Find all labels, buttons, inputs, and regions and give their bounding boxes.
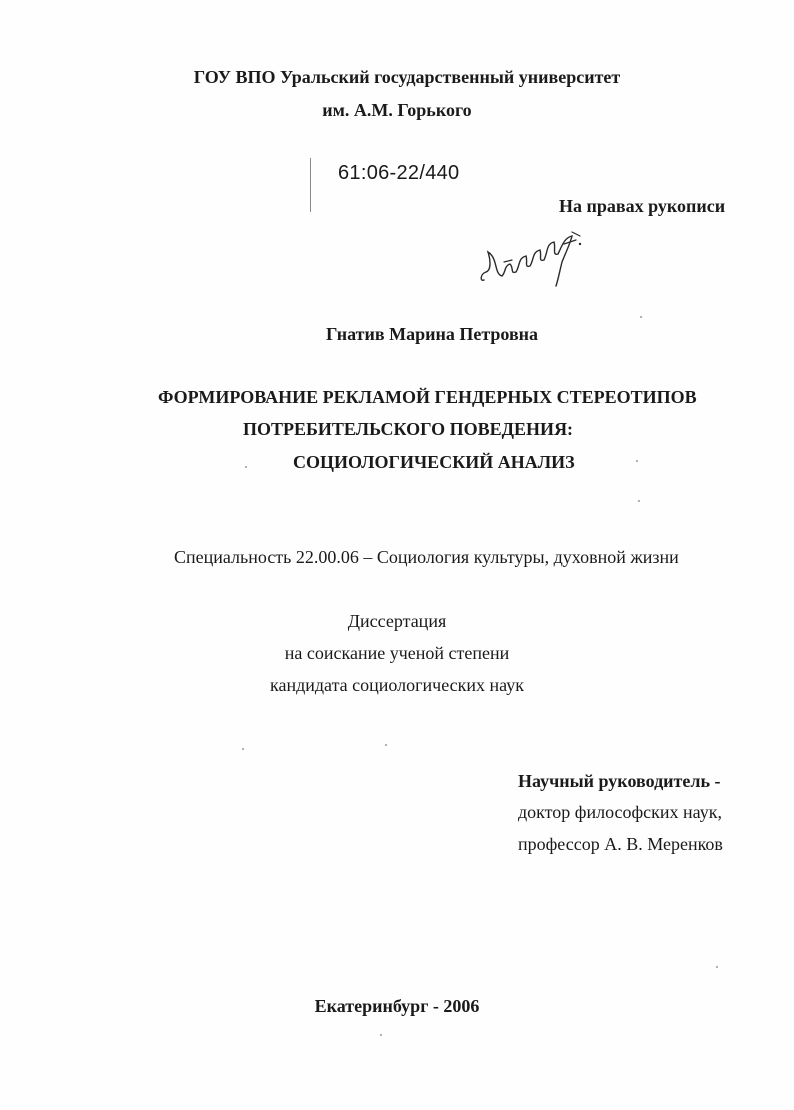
scan-speck: [638, 500, 640, 502]
supervisor-name: профессор А. В. Меренков: [518, 834, 723, 854]
scan-speck: [716, 966, 718, 968]
manuscript-rights-label: На правах рукописи: [559, 196, 726, 216]
scan-speck: [636, 460, 638, 462]
scan-speck: [242, 748, 244, 750]
thesis-type-line: на соискание ученой степени: [284, 643, 510, 663]
thesis-title-line: СОЦИОЛОГИЧЕСКИЙ АНАЛИЗ: [293, 452, 575, 472]
thesis-type-line: кандидата социологических наук: [270, 675, 524, 695]
supervisor-label: Научный руководитель -: [518, 771, 721, 791]
thesis-title-line: ПОТРЕБИТЕЛЬСКОГО ПОВЕДЕНИЯ:: [243, 419, 574, 439]
institution-name: ГОУ ВПО Уральский государственный университет: [193, 67, 621, 87]
institution-named-after: им. А.М. Горького: [322, 100, 472, 120]
scan-speck: [245, 466, 247, 468]
scan-speck: [380, 1034, 382, 1036]
thesis-title-line: ФОРМИРОВАНИЕ РЕКЛАМОЙ ГЕНДЕРНЫХ СТЕРЕОТИПОВ: [158, 387, 697, 407]
catalog-number: 61:06-22/440: [338, 162, 460, 184]
scan-speck: [385, 744, 387, 746]
specialty-line: Специальность 22.00.06 – Социология культуры, духовной жизни: [174, 547, 679, 567]
catalog-stamp-bar: [310, 158, 311, 212]
city-and-year: Екатеринбург - 2006: [314, 996, 480, 1016]
thesis-type-line: Диссертация: [347, 611, 447, 631]
author-signature: [476, 222, 596, 292]
author-name: Гнатив Марина Петровна: [326, 324, 539, 344]
supervisor-degree: доктор философских наук,: [518, 802, 722, 822]
scan-speck: [640, 316, 642, 318]
